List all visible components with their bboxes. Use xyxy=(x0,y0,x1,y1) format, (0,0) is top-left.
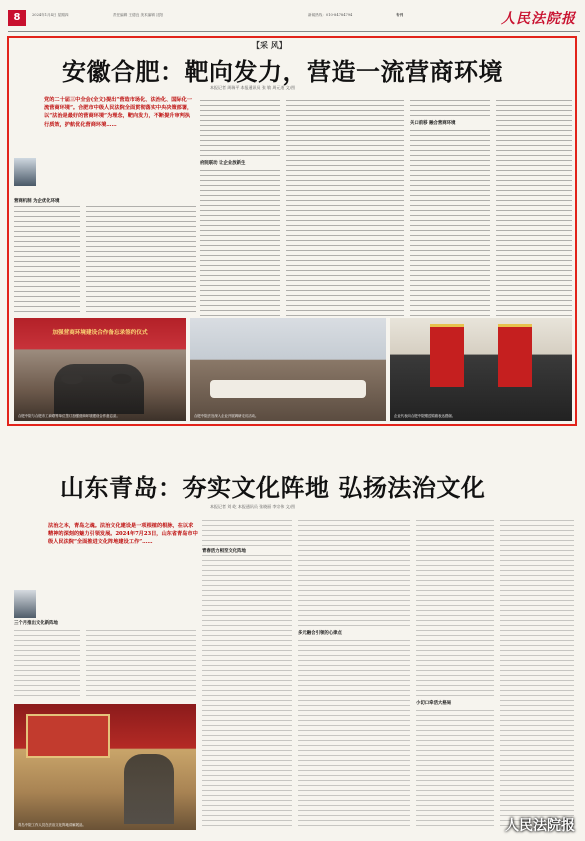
story2-byline: 本报记者 刘 屹 本报通讯员 张晓丽 李宗伟 文/图 xyxy=(210,504,295,509)
story1-photo-caption-3: 企业代表向合肥中院赠送锦旗表达感谢。 xyxy=(394,413,456,418)
story1-photo-signing xyxy=(14,318,186,421)
story2-subhead-2: 青春活力相至文化阵地 xyxy=(202,548,292,555)
story2-col-6 xyxy=(500,520,574,830)
people-silhouettes xyxy=(54,364,144,414)
story2-photo xyxy=(14,704,196,830)
story1-byline: 本报记者 周瑞平 本报通讯员 张 敏 周元道 文/图 xyxy=(210,85,295,90)
story2-title: 山东青岛：夯实文化阵地 弘扬法治文化 xyxy=(60,474,486,502)
story1-title: 安徽合肥：靶向发力，营造一流营商环境 xyxy=(62,58,503,86)
story1-subhead-2: 府院联动 让企业放新生 xyxy=(200,160,280,167)
story2-col-4 xyxy=(298,520,410,830)
story2-lead-box xyxy=(48,522,198,594)
story2-photo-caption: 青岛中院工作人员在法治文化阵地讲解展品。 xyxy=(18,822,86,827)
story2-col-3 xyxy=(202,520,292,830)
story1-photo-banner xyxy=(390,318,572,421)
section-label: 专刊 xyxy=(396,13,404,17)
exhibit-wall xyxy=(26,714,110,758)
story2-judge-photo xyxy=(14,590,36,618)
story1-lead-box xyxy=(44,96,194,158)
story2-subhead-3: 多元融合引领的心律点 xyxy=(298,630,410,637)
story1-col-5 xyxy=(410,100,490,316)
story1-col-4 xyxy=(286,100,404,316)
story1-subhead-3: 关口前移 融合营商环境 xyxy=(410,120,490,127)
story2-subhead-4: 小切口牵活大格局 xyxy=(416,700,494,707)
story1-lead: 党的二十届三中全会(全文)提出“营造市场化、法治化、国际化一流营商环境”。合肥市中级人民法院全面贯彻落实中央决策部署，以“法治是最好的营商环境”为理念，靶向发力，不断提升审判执行质效，护航优化营商环境…… xyxy=(44,97,193,128)
story2-col-1 xyxy=(14,630,80,700)
column-tag: 【采 风】 xyxy=(252,41,287,50)
story1-col-1 xyxy=(14,206,80,316)
header-rule xyxy=(8,31,580,32)
story1-col-2 xyxy=(86,206,196,316)
story1-subhead-1: 营商机制 为企优化环境 xyxy=(14,198,80,205)
story1-col-3 xyxy=(200,100,280,316)
story2-col-5 xyxy=(416,520,494,830)
page-header xyxy=(8,8,580,30)
story1-judge-photo xyxy=(14,158,36,186)
editor-line: 责任编辑 王德良 美术编辑 沈阳 xyxy=(113,13,164,17)
visitor-figures xyxy=(124,754,174,824)
masthead-logo: 人民法院报 xyxy=(501,11,576,27)
story1-photo-visit xyxy=(190,318,386,421)
silk-banner-2 xyxy=(498,324,532,387)
meeting-table xyxy=(210,380,366,398)
contact-line: 新闻热线：010-84784794 xyxy=(308,13,353,17)
story1-col-6 xyxy=(496,100,572,316)
banner-text: 加强营商环境建设合作备忘录签约仪式 xyxy=(52,330,148,336)
date-line: 2024年1月4日 星期四 xyxy=(32,13,69,17)
silk-banner-1 xyxy=(430,324,464,387)
story1-photo-caption-1: 合肥中院与合肥市工商联等单位签订加强营商环境建设合作备忘录。 xyxy=(18,413,120,418)
story2-col-2 xyxy=(86,630,196,700)
footer-logo: 人民法院报 xyxy=(505,818,575,834)
story2-lead: 法治之本，青岛之魂。法治文化建设是一项根植的根脉，在以求精神的深刻的魅力引领发展。2024年7月23日，山东省青岛市中级人民法院“全面推进文化阵地建设工作”…… xyxy=(48,523,198,546)
story1-photo-caption-2: 合肥中院法官深入企业开展调研走访活动。 xyxy=(194,413,259,418)
story2-subhead-1: 三个月推出文化新阵地 xyxy=(14,621,58,626)
page-number-badge: 8 xyxy=(8,10,26,26)
